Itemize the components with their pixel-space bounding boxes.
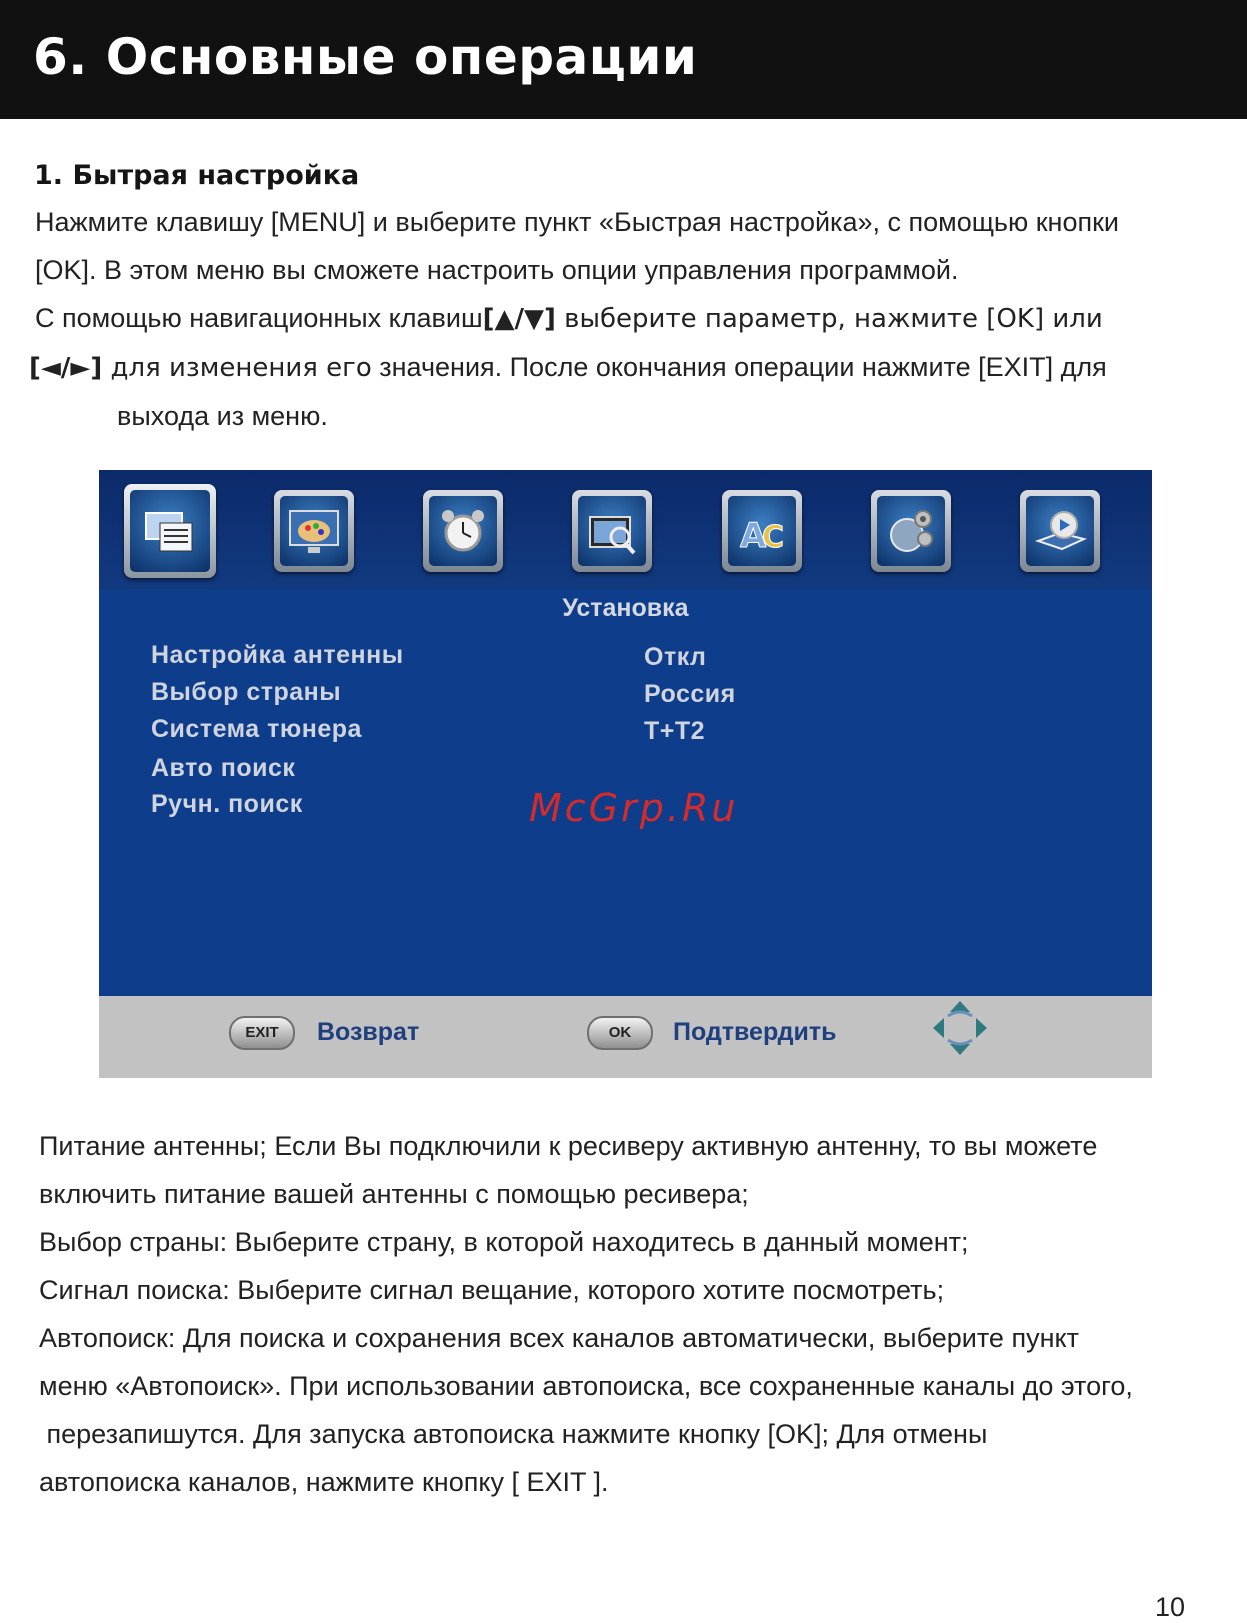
body-line: меню «Автопоиск». При использовании автопоиска, все сохраненные каналы до этого,: [39, 1371, 1133, 1401]
menu-item-country[interactable]: Выбор страны: [151, 678, 342, 706]
body-line: автопоиска каналов, нажмите кнопку [ EXIT ].: [39, 1467, 609, 1497]
menu-item-manual-search[interactable]: Ручн. поиск: [151, 790, 303, 818]
system-gears-icon[interactable]: [871, 490, 951, 572]
intro-text: выберите параметр, нажмите [OK] или: [555, 304, 1103, 334]
menu-item-auto-search[interactable]: Авто поиск: [151, 754, 296, 782]
intro-paragraph: [29, 198, 1225, 440]
watermark: McGrp.Ru: [529, 786, 739, 830]
tv-menu-footer: [99, 996, 1152, 1078]
intro-text: С помощью навигационных клавиш: [35, 303, 483, 333]
body-line: Сигнал поиска: Выберите сигнал вещание, которого хотите посмотреть;: [39, 1275, 945, 1305]
usb-media-icon[interactable]: [1020, 490, 1100, 572]
svg-text:A: A: [740, 516, 767, 556]
tv-menu-title: Установка: [562, 594, 689, 622]
intro-line: [29, 343, 1219, 392]
up-down-keys: [▲/▼]: [482, 304, 556, 334]
body-line: включить питание вашей антенны с помощью ресивера;: [39, 1179, 749, 1209]
page-number: 10: [1155, 1592, 1186, 1622]
page-title: 6. Основные операции: [33, 28, 698, 86]
tv-search-icon[interactable]: [572, 490, 652, 572]
page-header: [0, 0, 1247, 119]
intro-text: для изменения его: [102, 353, 372, 383]
menu-value-antenna: Откл: [644, 643, 707, 671]
ok-key-badge: OK: [587, 1016, 653, 1050]
exit-label: Возврат: [317, 1018, 420, 1046]
language-ac-icon[interactable]: [722, 490, 802, 572]
ok-label: Подтвердить: [673, 1018, 837, 1046]
intro-text: значения. После окончания операции нажмите [EXIT] для: [371, 352, 1107, 382]
intro-line: [35, 294, 1225, 343]
menu-item-tuner[interactable]: Система тюнера: [151, 715, 362, 743]
exit-key-badge: EXIT: [229, 1016, 295, 1050]
left-right-keys: [◄/►]: [29, 353, 103, 383]
menu-item-antenna[interactable]: Настройка антенны: [151, 641, 404, 669]
menu-value-tuner: T+T2: [644, 717, 706, 745]
intro-line: выхода из меню.: [117, 401, 328, 431]
intro-line: Нажмите клавишу [MENU] и выберите пункт «Быстрая настройка», с помощью кнопки: [35, 207, 1119, 237]
body-line: Автопоиск: Для поиска и сохранения всех каналов автоматически, выберите пункт: [39, 1323, 1079, 1353]
alarm-clock-icon[interactable]: [423, 490, 503, 572]
body-line: Питание антенны; Если Вы подключили к ресиверу активную антенну, то вы можете: [39, 1131, 1098, 1161]
navigation-arrows-icon: [930, 998, 990, 1058]
description-paragraph: [39, 1122, 1239, 1506]
intro-line: [OK]. В этом меню вы сможете настроить опции управления программой.: [35, 255, 959, 285]
menu-value-country: Россия: [644, 680, 736, 708]
section-title: 1. Бытрая настройка: [34, 160, 360, 191]
svg-text:C: C: [762, 520, 785, 555]
body-line: перезапишутся. Для запуска автопоиска нажмите кнопку [OK]; Для отмены: [39, 1419, 988, 1449]
picture-palette-icon[interactable]: [274, 490, 354, 572]
settings-screen-icon[interactable]: [124, 484, 216, 578]
tv-menu-screenshot: [99, 470, 1152, 1078]
body-line: Выбор страны: Выберите страну, в которой находитесь в данный момент;: [39, 1227, 969, 1257]
tv-icon-bar: [99, 470, 1152, 590]
